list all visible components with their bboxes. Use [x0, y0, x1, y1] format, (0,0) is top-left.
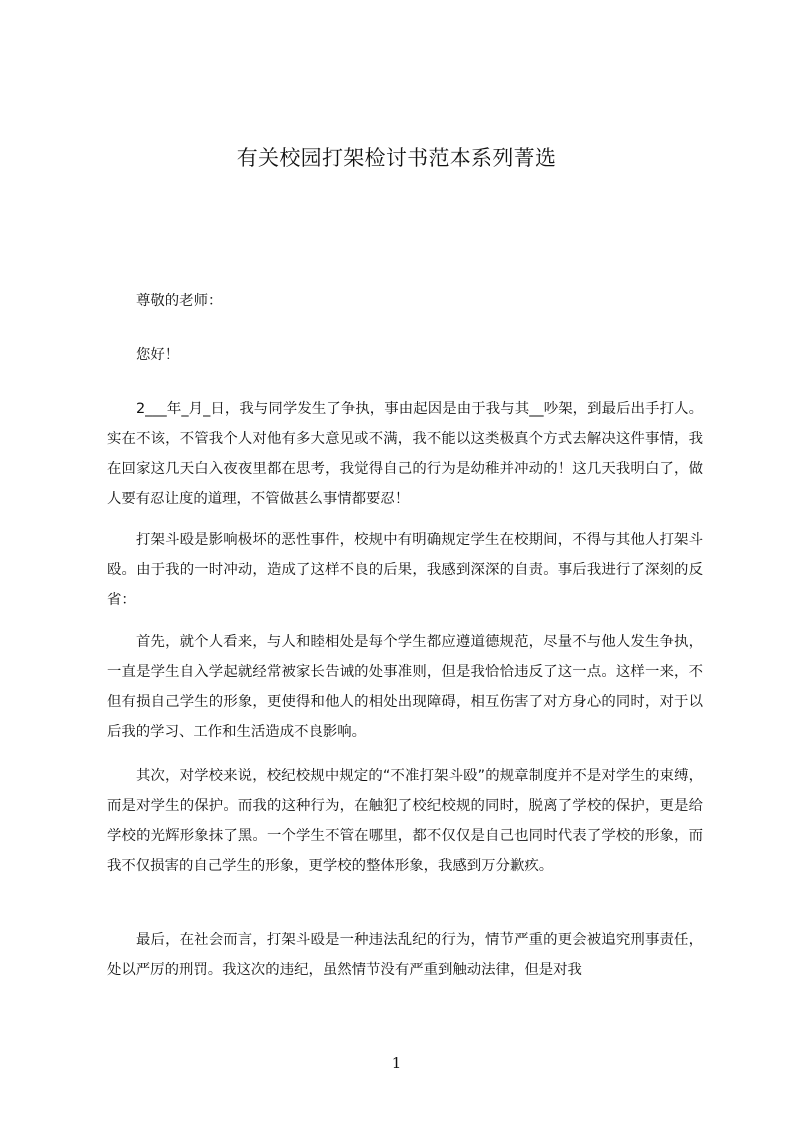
greeting: 您好！ [136, 347, 180, 363]
document-title: 有关校园打架检讨书范本系列菁选 [236, 146, 557, 170]
body-paragraph-4: 其次，对学校来说，校纪校规中规定的“不准打架斗殴”的规章制度并不是对学生的束缚，而是对学生的保护。而我的这种行为，在触犯了校纪校规的同时，脱离了学校的保护，更是给学校的光辉形象抹了黑。一个学生不管在哪里，都不仅仅是自己也同时代表了学校的形象，而我不仅损害的自己学生的形象，更学校的整体形象，我感到万分歉疚。 [107, 768, 703, 874]
body-paragraph-1: 2___年_月_日，我与同学发生了争执，事由起因是由于我与其__吵架，到最后出手打人。实在不该，不管我个人对他有多大意见或不满，我不能以这类极真个方式去解决这件事情，我在回家这几天白入夜夜里都在思考，我觉得自己的行为是幼稚并冲动的！这几天我明白了，做人要有忍让度的道理，不管做甚么事情都要忍！ [107, 401, 703, 507]
salutation: 尊敬的老师： [136, 293, 223, 309]
body-paragraph-5: 最后，在社会而言，打架斗殴是一种违法乱纪的行为，情节严重的更会被追究刑事责任，处以严厉的刑罚。我这次的违纪，虽然情节没有严重到触动法律，但是对我 [107, 932, 703, 978]
page-number: 1 [391, 1054, 402, 1072]
body-paragraph-2: 打架斗殴是影响极坏的恶性事件，校规中有明确规定学生在校期间，不得与其他人打架斗殴。由于我的一时冲动，造成了这样不良的后果，我感到深深的自责。事后我进行了深刻的反省： [107, 532, 703, 608]
body-paragraph-3: 首先，就个人看来，与人和睦相处是每个学生都应遵道德规范，尽量不与他人发生争执，一直是学生自入学起就经常被家长告诫的处事准则，但是我恰恰违反了这一点。这样一来，不但有损自己学生的形象，更使得和他人的相处出现障碍，相互伤害了对方身心的同时，对于以后我的学习、工作和生活造成不良影响。 [107, 634, 703, 740]
